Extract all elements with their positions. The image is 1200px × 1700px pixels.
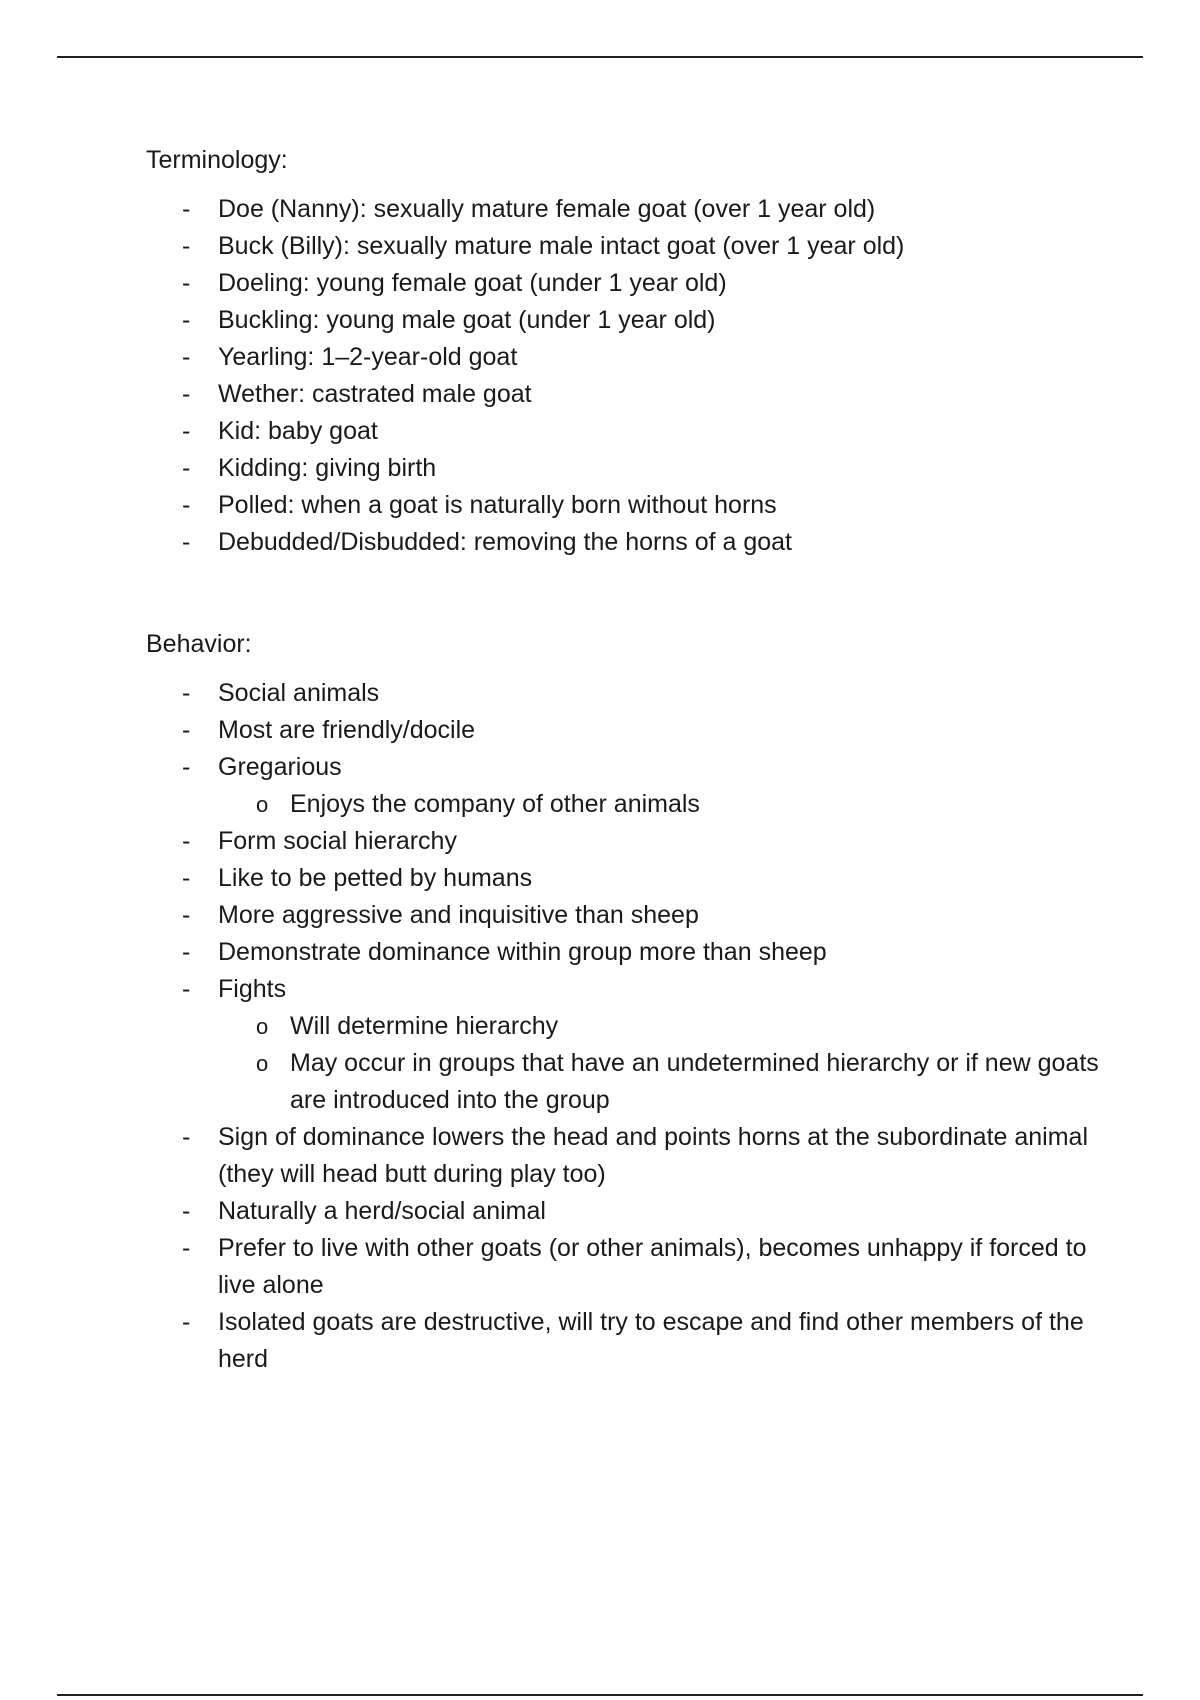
list-item: - Isolated goats are destructive, will try to escape and find other members of the herd (146, 1304, 1106, 1378)
section-heading-behavior: Behavior: (146, 630, 252, 658)
dash-bullet: - (182, 491, 191, 519)
list-item: - Buck (Billy): sexually mature male intact goat (over 1 year old) (146, 228, 1106, 265)
list-item: - Social animals (146, 675, 1106, 712)
dash-bullet: - (182, 1197, 191, 1225)
terminology-list (146, 191, 1106, 561)
list-item: - Demonstrate dominance within group more than sheep (146, 934, 1106, 971)
sub-list-item: o Will determine hierarchy (218, 1008, 1106, 1045)
list-item: - Naturally a herd/social animal (146, 1193, 1106, 1230)
dash-bullet: - (182, 269, 191, 297)
list-item: - Doe (Nanny): sexually mature female goat (over 1 year old) (146, 191, 1106, 228)
list-item: - Polled: when a goat is naturally born without horns (146, 487, 1106, 524)
list-item: - Prefer to live with other goats (or other animals), becomes unhappy if forced to live alone (146, 1230, 1106, 1304)
list-item: - Form social hierarchy (146, 823, 1106, 860)
list-item: - Wether: castrated male goat (146, 376, 1106, 413)
dash-bullet: - (182, 306, 191, 334)
section-heading-terminology: Terminology: (146, 146, 288, 174)
dash-bullet: - (182, 901, 191, 929)
list-item: - Like to be petted by humans (146, 860, 1106, 897)
dash-bullet: - (182, 343, 191, 371)
list-item: - Sign of dominance lowers the head and points horns at the subordinate animal (they will head butt during play too) (146, 1119, 1106, 1193)
dash-bullet: - (182, 716, 191, 744)
dash-bullet: - (182, 1234, 191, 1262)
dash-bullet: - (182, 679, 191, 707)
dash-bullet: - (182, 753, 191, 781)
circle-bullet: o (256, 1014, 269, 1039)
dash-bullet: - (182, 417, 191, 445)
list-item: - Buckling: young male goat (under 1 year old) (146, 302, 1106, 339)
behavior-section (146, 626, 1106, 1378)
sub-list-item: o May occur in groups that have an undetermined hierarchy or if new goats are introduced into the group (218, 1045, 1106, 1119)
dash-bullet: - (182, 195, 191, 223)
circle-bullet: o (256, 1051, 269, 1076)
terminology-section (146, 142, 1106, 561)
dash-bullet: - (182, 975, 191, 1003)
sub-list (218, 786, 1106, 823)
list-item: - Fights o Will determine hierarchy o May occur in groups that have an undetermined hierarchy or if new goats are introduced into the group (146, 971, 1106, 1119)
list-item: - Doeling: young female goat (under 1 year old) (146, 265, 1106, 302)
sub-list-item: o Enjoys the company of other animals (218, 786, 1106, 823)
behavior-list (146, 675, 1106, 1378)
list-item: - Yearling: 1–2-year-old goat (146, 339, 1106, 376)
document-body (146, 142, 1106, 1378)
dash-bullet: - (182, 864, 191, 892)
dash-bullet: - (182, 938, 191, 966)
dash-bullet: - (182, 380, 191, 408)
dash-bullet: - (182, 827, 191, 855)
dash-bullet: - (182, 1308, 191, 1336)
list-item: - Debudded/Disbudded: removing the horns of a goat (146, 524, 1106, 561)
list-item: - More aggressive and inquisitive than sheep (146, 897, 1106, 934)
list-item: - Gregarious o Enjoys the company of other animals (146, 749, 1106, 823)
list-item: - Most are friendly/docile (146, 712, 1106, 749)
dash-bullet: - (182, 528, 191, 556)
dash-bullet: - (182, 1123, 191, 1151)
sub-list (218, 1008, 1106, 1119)
dash-bullet: - (182, 454, 191, 482)
dash-bullet: - (182, 232, 191, 260)
list-item: - Kid: baby goat (146, 413, 1106, 450)
header-rule (57, 56, 1143, 58)
list-item: - Kidding: giving birth (146, 450, 1106, 487)
circle-bullet: o (256, 792, 269, 817)
footer-rule (57, 1694, 1143, 1696)
